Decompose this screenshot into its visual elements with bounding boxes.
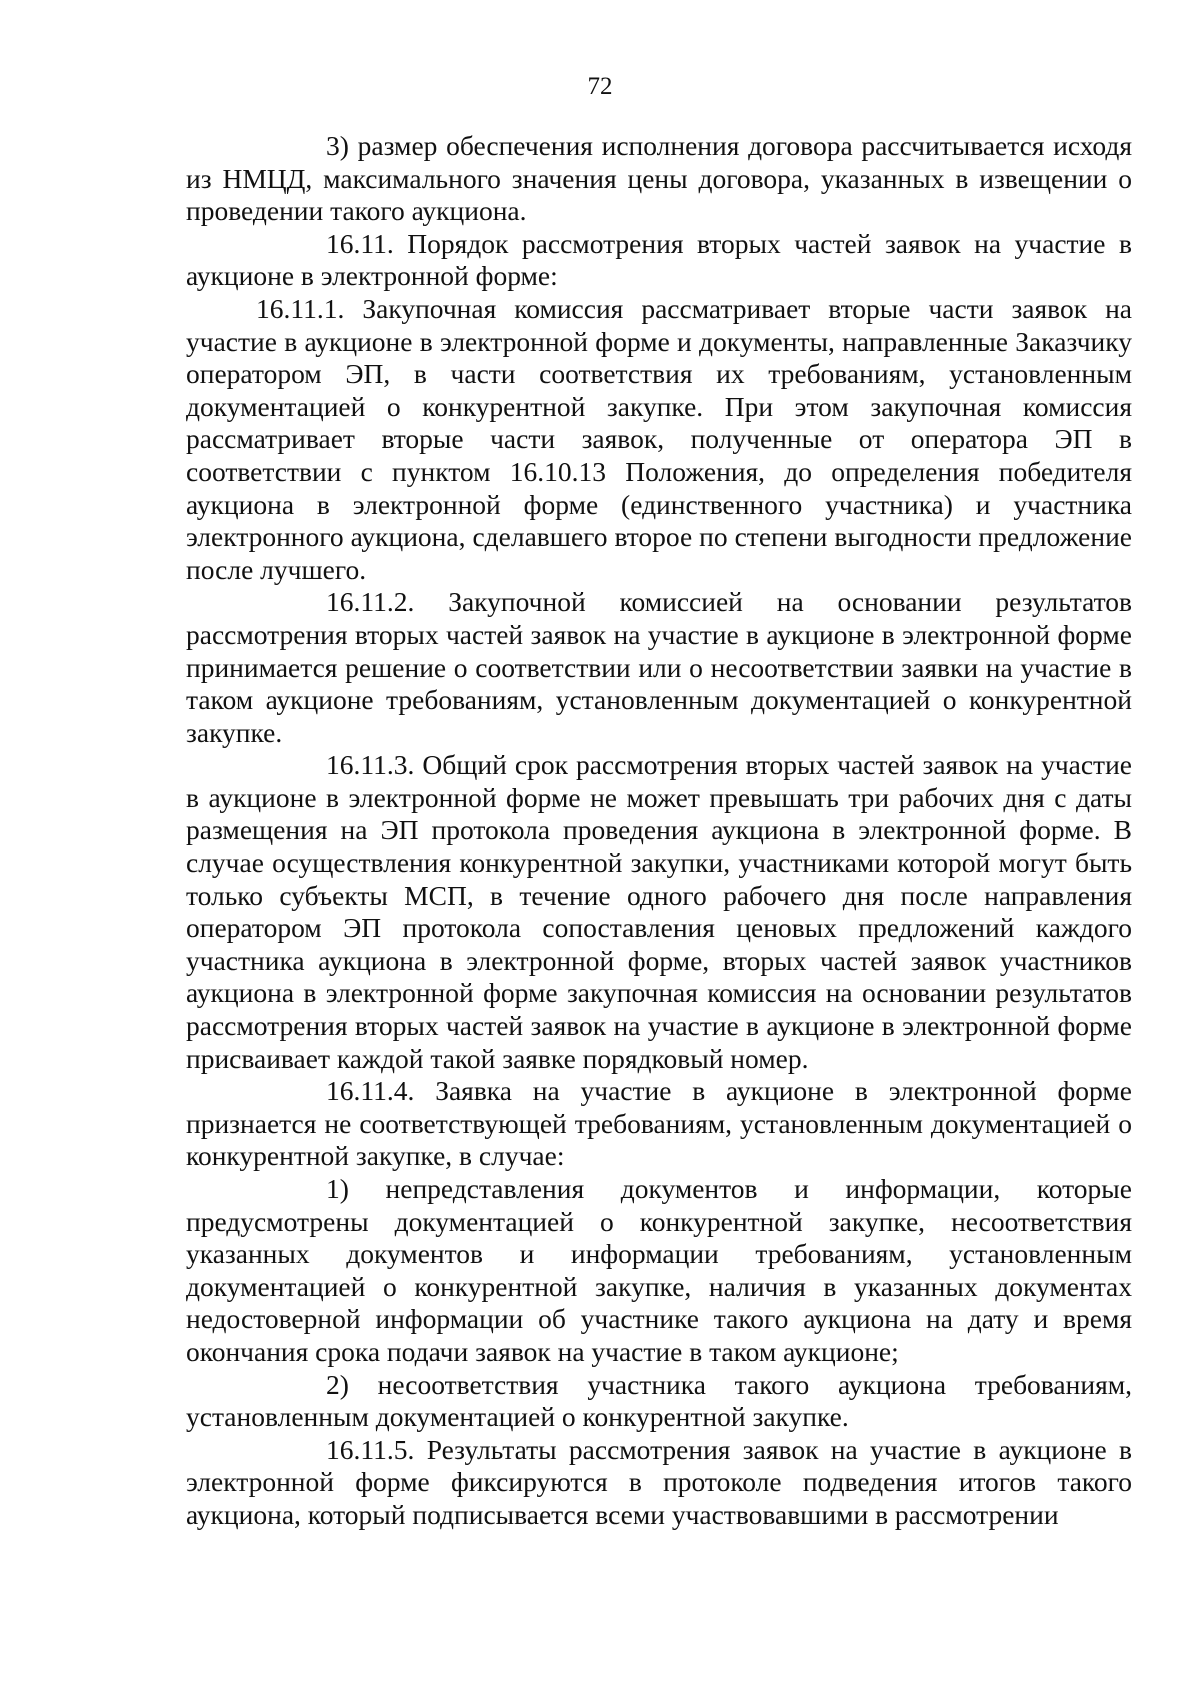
page-number: 72 xyxy=(587,73,613,100)
paragraph-number: 2) xyxy=(326,1368,349,1400)
paragraph-number: 16.11. xyxy=(326,227,394,259)
paragraph-number: 16.11.2. xyxy=(326,586,415,618)
paragraph-text: Общий срок рассмотрения вторых частей заявок на участие в аукционе в электронной форме не может превышать три рабочих дня с даты размещения на ЭП протокола проведения аукциона в электронной форме. В случае осуществления конкурентной закупки, участниками которой могут быть только субъекты МСП, в течение одного рабочего дня после направления оператором ЭП протокола сопоставления ценовых предложений каждого участника аукциона в электронной форме, вторых частей заявок участников аукциона в электронной форме закупочная комиссия на основании результатов рассмотрения вторых частей заявок на участие в аукционе в электронной форме присваивает каждой такой заявке порядковый номер. xyxy=(186,749,1133,1074)
paragraph-text: Порядок рассмотрения вторых частей заявок на участие в аукционе в электронной форме: xyxy=(186,227,1133,292)
paragraph-item-3 xyxy=(186,130,1132,228)
paragraph-number: 3) xyxy=(326,130,349,161)
paragraph-item-2 xyxy=(186,1369,1132,1434)
paragraph-text: Закупочная комиссия рассматривает вторые части заявок на участие в аукционе в электронной форме и документы, направленные Заказчику оператором ЭП, в части соответствия их требованиям, установленным документацией о конкурентной закупке. При этом закупочная комиссия рассматривает вторые части заявок, полученные от оператора ЭП в соответствии с пунктом 16.10.13 Положения, до определения победителя аукциона в электронной форме (единственного участника) и участника электронного аукциона, сделавшего второе по степени выгодности предложение после лучшего. xyxy=(186,292,1132,585)
paragraph-number: 1) xyxy=(326,1173,349,1204)
paragraph-item-1 xyxy=(186,1173,1132,1369)
paragraph-number: 16.11.3. xyxy=(326,749,415,781)
paragraph-text: непредставления документов и информации, которые предусмотрены документацией о конкурентной закупке, несоответствия указанных документов и информации требованиям, установленным документацией о конкурентной закупке, наличия в указанных документах недостоверной информации об участнике такого аукциона на дату и время окончания срока подачи заявок на участие в таком аукционе; xyxy=(186,1173,1132,1367)
paragraph-text: Заявка на участие в аукционе в электронной форме признается не соответствующей требованиям, установленным документацией о конкурентной закупке, в случае: xyxy=(186,1075,1133,1172)
document-body xyxy=(186,130,1132,1532)
paragraph-number: 16.11.1. xyxy=(256,292,345,324)
paragraph-number: 16.11.5. xyxy=(326,1433,415,1465)
paragraph-text: Результаты рассмотрения заявок на участие в аукционе в электронной форме фиксируются в протоколе подведения итогов такого аукциона, который подписывается всеми участвовавшими в рассмотрении xyxy=(186,1433,1132,1530)
paragraph-section-16-11-5 xyxy=(186,1434,1132,1532)
paragraph-text: Закупочной комиссией на основании результатов рассмотрения вторых частей заявок на участие в аукционе в электронной форме принимается решение о соответствии или о несоответствии заявки на участие в таком аукционе требованиям, установленным документацией о конкурентной закупке. xyxy=(186,586,1132,748)
paragraph-text: несоответствия участника такого аукциона требованиям, установленным документацией о конкурентной закупке. xyxy=(186,1368,1132,1433)
paragraph-section-16-11-2 xyxy=(186,586,1132,749)
paragraph-section-16-11-1 xyxy=(186,293,1132,586)
paragraph-section-16-11-3 xyxy=(186,749,1132,1075)
paragraph-section-16-11-4 xyxy=(186,1075,1132,1173)
paragraph-text: размер обеспечения исполнения договора рассчитывается исходя из НМЦД, максимального значения цены договора, указанных в извещении о проведении такого аукциона. xyxy=(186,130,1133,227)
paragraph-number: 16.11.4. xyxy=(326,1075,415,1107)
paragraph-section-16-11 xyxy=(186,228,1132,293)
